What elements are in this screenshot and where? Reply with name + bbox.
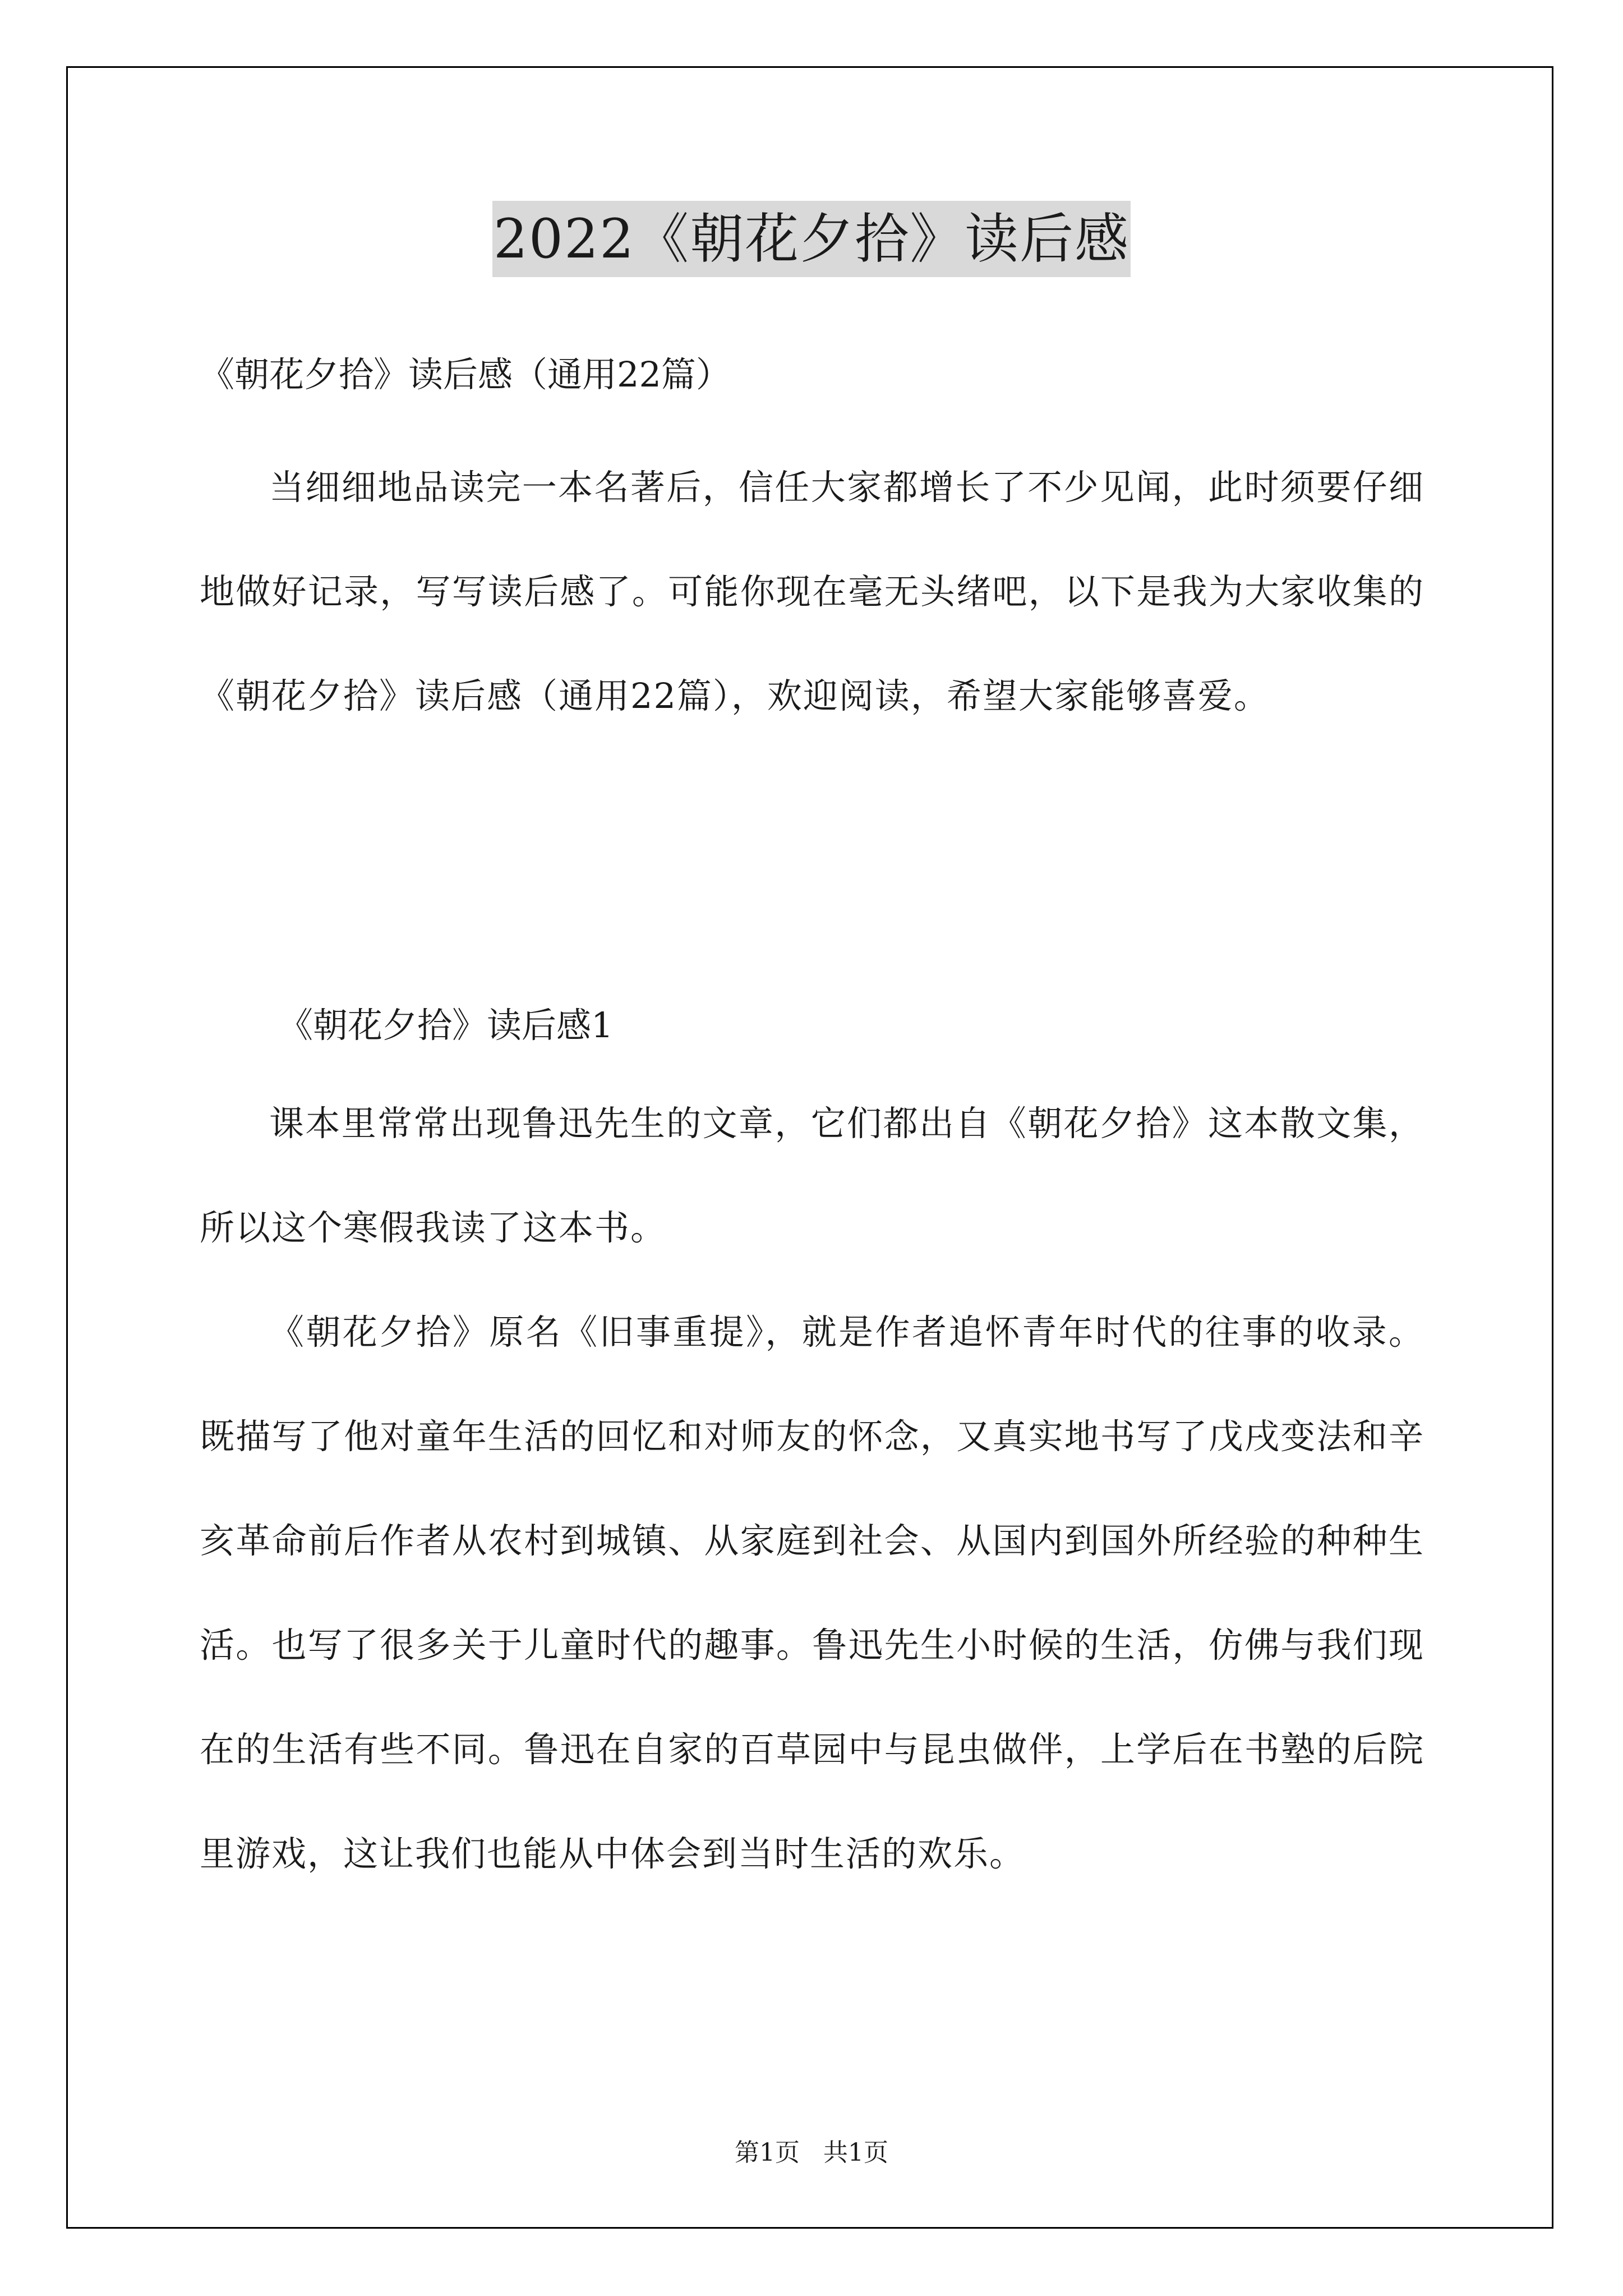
title-container	[0, 201, 1623, 277]
document-subtitle: 《朝花夕拾》读后感（通用22篇）	[200, 354, 731, 395]
document-title: 2022《朝花夕拾》读后感	[492, 201, 1131, 277]
body-paragraph: 课本里常常出现鲁迅先生的文章，它们都出自《朝花夕拾》这本散文集，所以这个寒假我读了这本书。	[200, 1103, 1424, 1248]
page-footer: 第1页 共1页	[735, 2138, 888, 2167]
intro-paragraph: 当细细地品读完一本名著后，信任大家都增长了不少见闻，此时须要仔细地做好记录，写写读后感了。可能你现在毫无头绪吧，以下是我为大家收集的《朝花夕拾》读后感（通用22篇），欢迎阅读，希望大家能够喜爱。	[200, 467, 1424, 716]
section-heading: 《朝花夕拾》读后感1	[278, 1005, 614, 1046]
body-paragraph: 《朝花夕拾》原名《旧事重提》，就是作者追怀青年时代的往事的收录。既描写了他对童年生活的回忆和对师友的怀念，又真实地书写了戊戌变法和辛亥革命前后作者从农村到城镇、从家庭到社会、从国内到国外所经验的种种生活。也写了很多关于儿童时代的趣事。鲁迅先生小时候的生活，仿佛与我们现在的生活有些不同。鲁迅在自家的百草园中与昆虫做伴，上学后在书塾的后院里游戏，这让我们也能从中体会到当时生活的欢乐。	[200, 1312, 1424, 1874]
